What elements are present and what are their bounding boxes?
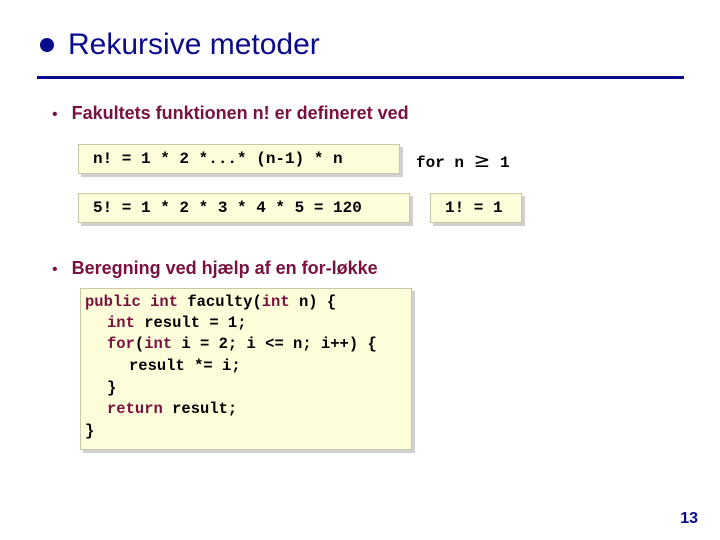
title-row (40, 28, 320, 62)
bullet-item-1 (52, 103, 409, 124)
code-text: faculty( (178, 293, 262, 311)
formula-base-case: 1! = 1 (445, 199, 503, 217)
formula-condition (416, 148, 510, 172)
formula-example: 5! = 1 * 2 * 3 * 4 * 5 = 120 (93, 199, 362, 217)
title-bullet-icon (40, 38, 54, 52)
formula-box-definition (78, 144, 400, 174)
code-text: ( (134, 335, 145, 353)
formula-box-base-case (430, 193, 522, 223)
geq-symbol: ≥ (473, 148, 491, 172)
page-number: 13 (680, 510, 698, 527)
bullet-text-2: Beregning ved hjælp af en for-løkke (71, 258, 378, 278)
code-line-6 (107, 399, 237, 419)
bullet-item-2 (52, 258, 378, 279)
code-line-3 (107, 334, 377, 354)
bullet-dot-icon: • (52, 261, 58, 278)
code-line-2 (107, 313, 247, 333)
slide-title: Rekursive metoder (68, 28, 320, 61)
code-keyword: int (150, 293, 179, 311)
code-line-4: result *= i; (129, 357, 241, 375)
code-box (80, 288, 412, 450)
bullet-dot-icon: • (52, 106, 58, 123)
code-line-1 (85, 292, 336, 312)
formula-definition: n! = 1 * 2 *...* (n-1) * n (93, 150, 343, 168)
code-text: n) { (289, 293, 337, 311)
code-keyword: for (107, 335, 135, 353)
code-keyword: public (85, 293, 141, 311)
title-divider (37, 76, 684, 79)
bullet-text-1: Fakultets funktionen n! er defineret ved (71, 103, 409, 123)
condition-suffix: 1 (490, 154, 510, 172)
formula-box-example (78, 193, 410, 223)
code-keyword: int (144, 335, 173, 353)
code-line-7: } (85, 422, 95, 440)
code-text: i = 2; i <= n; i++) { (172, 335, 377, 353)
condition-prefix: for n (416, 154, 474, 172)
code-line-5: } (107, 379, 117, 397)
code-keyword: int (107, 314, 135, 332)
code-text: result; (162, 400, 238, 418)
code-keyword: int (261, 293, 290, 311)
code-keyword: return (107, 400, 163, 418)
code-text: result = 1; (134, 314, 247, 332)
